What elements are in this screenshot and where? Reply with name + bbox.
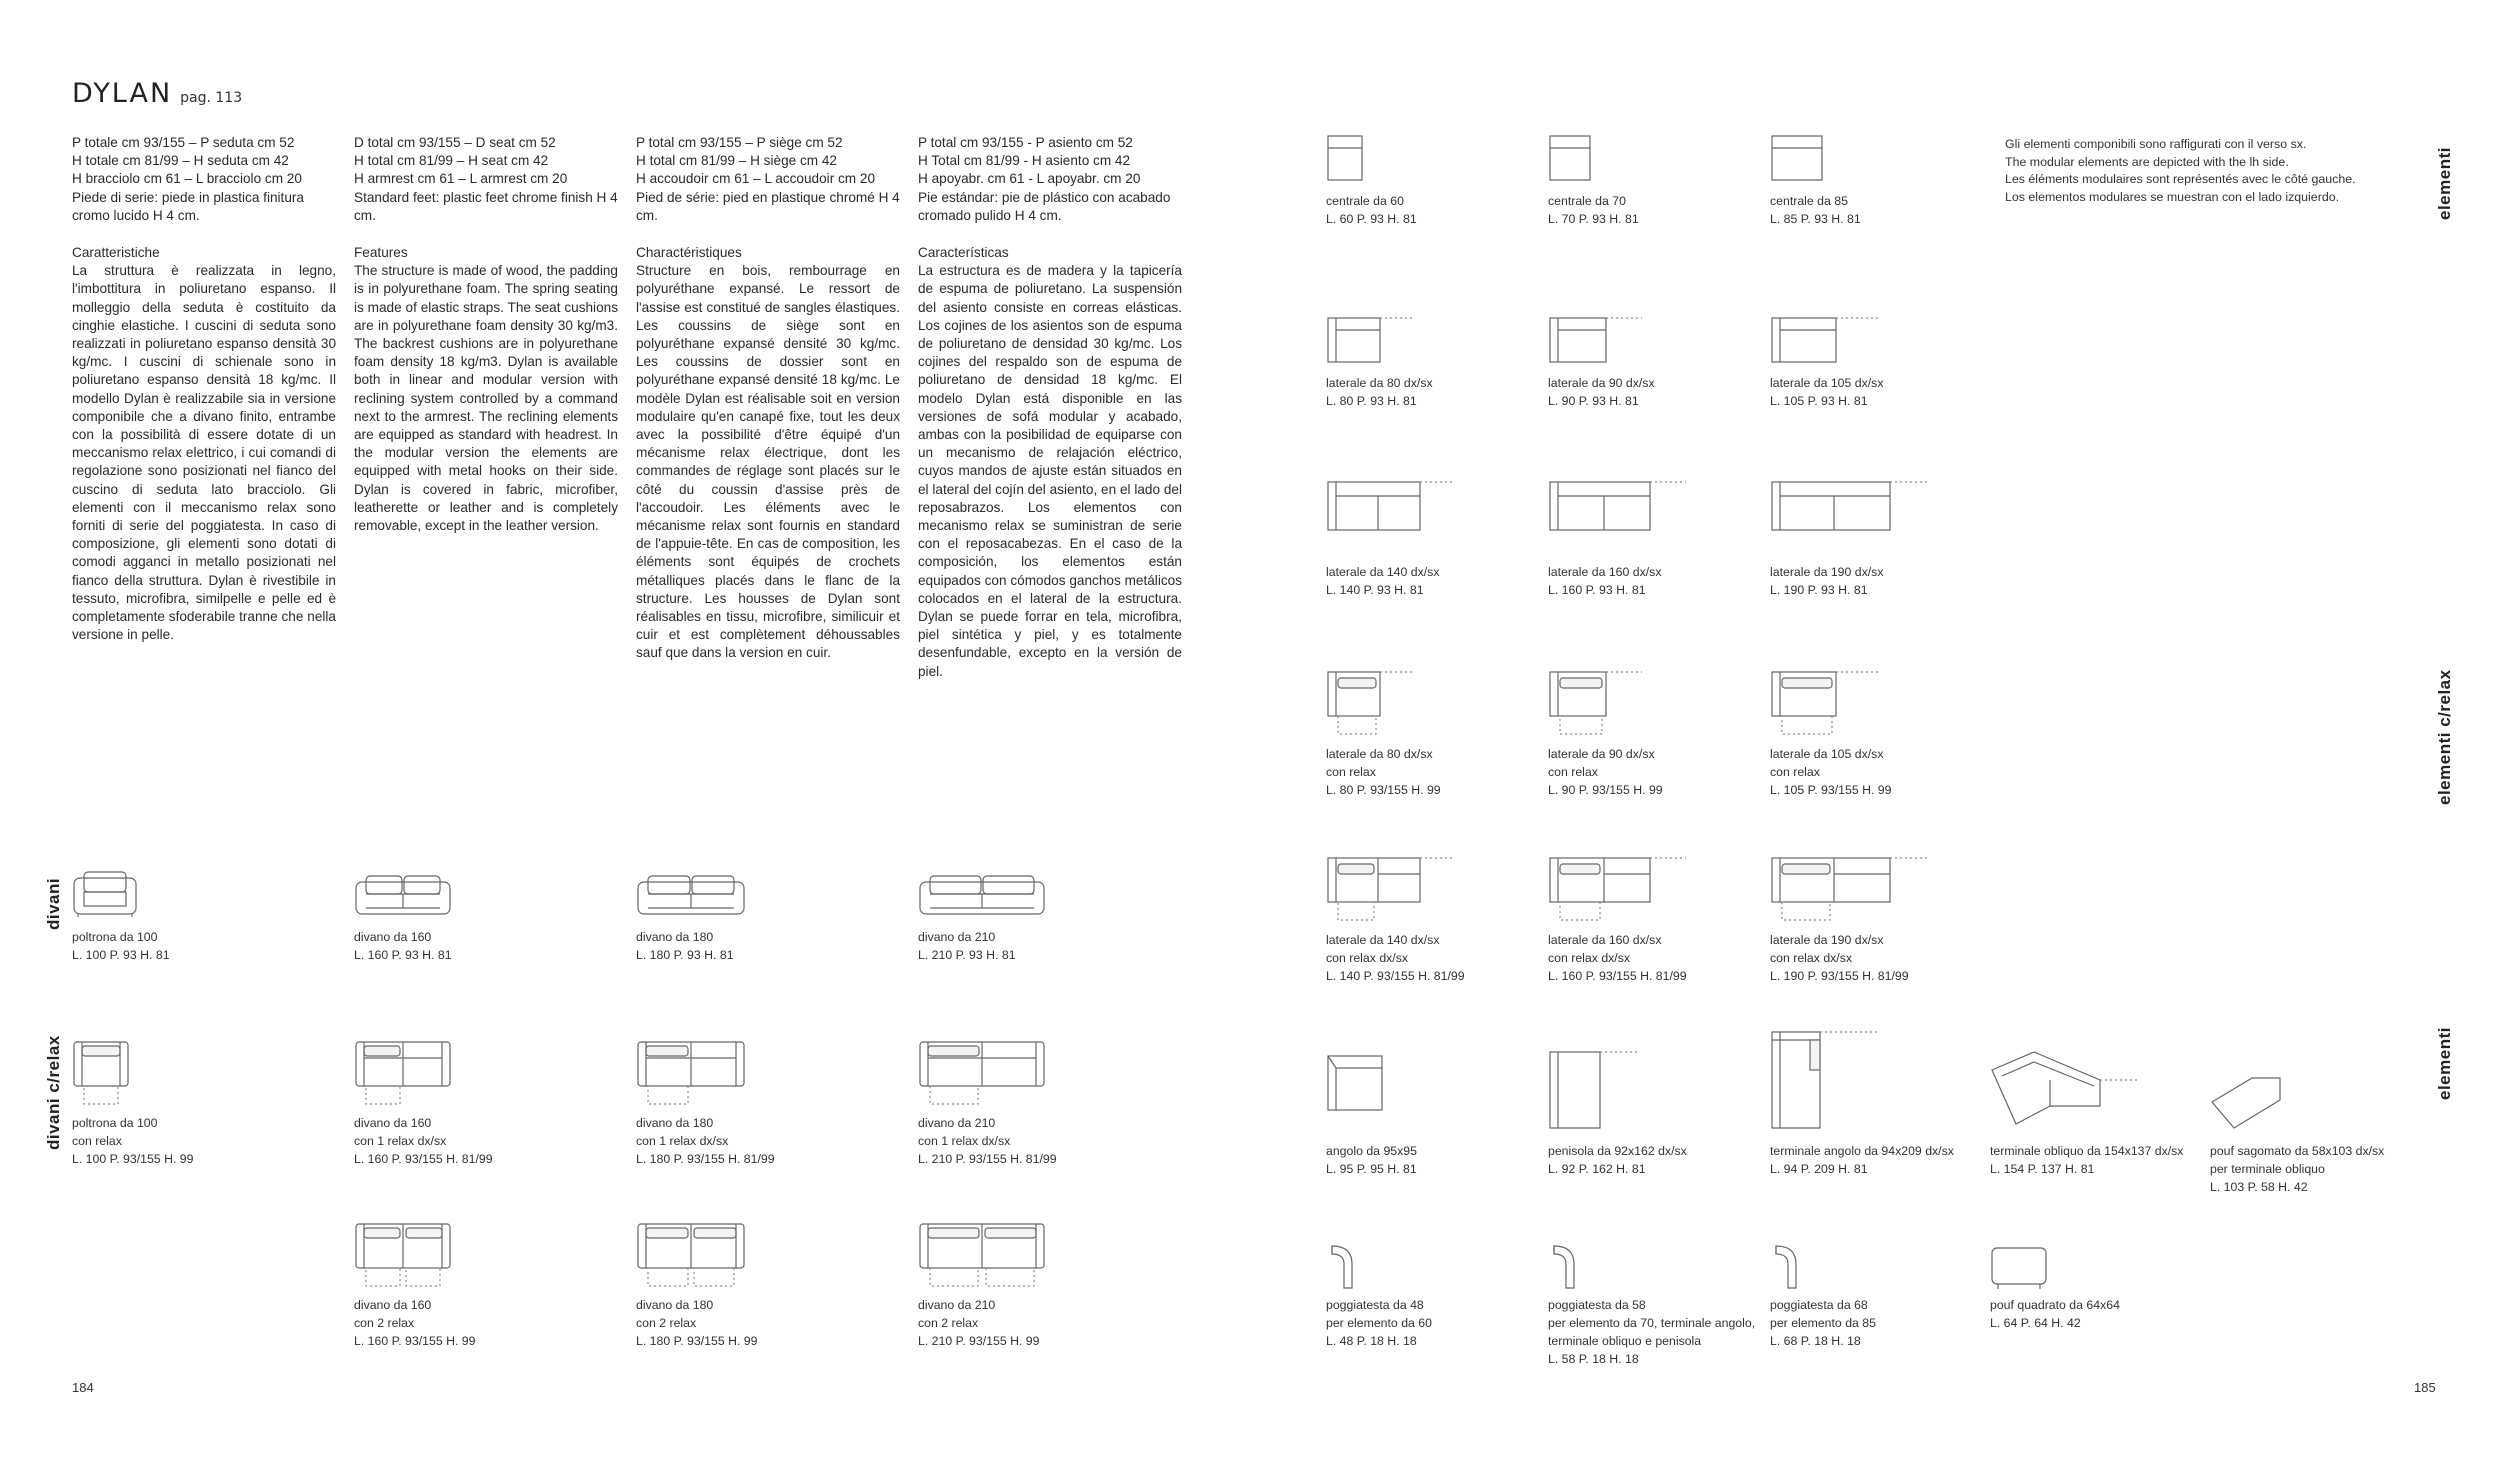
section-label-elementi: elementi [2435, 147, 2454, 220]
section-label-elementi: elementi [2435, 1027, 2454, 1100]
product-caption: divano da 180 L. 180 P. 93 H. 81 [636, 930, 734, 962]
dimensions-text: D total cm 93/155 – D seat cm 52 H total cm 81/99 – H seat cm 42 H armrest cm 61 – L armrest cm 20 Standard feet: plastic feet chrome finish H 4 cm. [354, 135, 618, 223]
sofa-drawing [918, 874, 1048, 918]
section-label-divani-relax: divani c/relax [44, 1035, 63, 1150]
features-body: La estructura es de madera y la tapicería de espuma de poliuretano. La suspensión del asiento consiste en correas elásticas. Los cojines de los asientos son de espuma de poliuretano de densidad 30 kg/mc. Los cojines del respaldo son de espuma de poliuretano de densidad 18 kg/mc. El modelo Dylan está disponible en las versiones de sofá modular y acabado, ambas con la posibilidad de equiparse con un mecanismo de relajación eléctrico, cuyos mandos de ajuste están situados en el lateral del cojín del asiento, en el lado del reposabrazos. Los elementos con mecanismo relax se suministran de serie con el reposacabezas. En el caso de la composición, los elementos están equipados con cómodos ganchos metálicos colocados en el lateral de la estructura. Dylan se puede forrar en tela, microfibra, piel sintética y piel, y es totalmente desenfundable, excepto en la versión de piel. [918, 263, 1182, 679]
product-caption: divano da 180 con 1 relax dx/sx L. 180 P. 93/155 H. 81/99 [636, 1116, 775, 1166]
page-title [72, 78, 242, 109]
side-module-drawing [1326, 480, 1456, 534]
product-caption: divano da 210 con 1 relax dx/sx L. 210 P. 93/155 H. 81/99 [918, 1116, 1057, 1166]
features-heading: Features [354, 245, 408, 260]
side-module-drawing [1770, 480, 1930, 534]
headrest-drawing [1548, 1244, 1588, 1292]
corner-terminal-drawing [1770, 1030, 1880, 1130]
product-caption: divano da 180 con 2 relax L. 180 P. 93/155 H. 99 [636, 1298, 758, 1348]
product-caption: laterale da 160 dx/sx L. 160 P. 93 H. 81 [1548, 565, 1662, 597]
column-english [354, 134, 618, 535]
headrest-drawing [1326, 1244, 1366, 1292]
product-caption: laterale da 90 dx/sx con relax L. 90 P. 93/155 H. 99 [1548, 747, 1663, 797]
product-caption: laterale da 80 dx/sx con relax L. 80 P. 93/155 H. 99 [1326, 747, 1441, 797]
corner-module-drawing [1326, 1054, 1386, 1114]
shaped-pouf-drawing [2210, 1076, 2290, 1132]
sofa-relax-drawing [636, 1040, 748, 1106]
product-caption: penisola da 92x162 dx/sx L. 92 P. 162 H. 81 [1548, 1144, 1687, 1176]
side-relax-module-drawing [1770, 670, 1880, 738]
dimensions-text: P totale cm 93/155 – P seduta cm 52 H totale cm 81/99 – H seduta cm 42 H bracciolo cm 61 – L bracciolo cm 20 Piede di serie: piede in plastica finitura cromo lucido H 4 cm. [72, 135, 304, 223]
features-body: The structure is made of wood, the padding is in polyurethane foam. The spring seating is made of elastic straps. The seat cushions are in polyurethane foam density 30 kg/m3. The backrest cushions are in polyurethane foam density 18 kg/m3. Dylan is available both in linear and modular version with reclining system controlled by a command next to the armrest. The reclining elements are equipped as standard with headrest. In the modular version the elements are equipped with metal hooks on their side. Dylan is covered in fabric, microfiber, leatherette or leather and is completely removable, except in the leather version. [354, 263, 618, 534]
sofa-relax-drawing [354, 1040, 454, 1106]
side-relax-module-drawing [1326, 856, 1456, 924]
sofa-2relax-drawing [354, 1222, 454, 1288]
product-caption: laterale da 190 dx/sx L. 190 P. 93 H. 81 [1770, 565, 1884, 597]
side-relax-module-drawing [1548, 856, 1688, 924]
modular-note: Gli elementi componibili sono raffigurati con il verso sx. The modular elements are depicted with the lh side. Les éléments modulaires sont représentés avec le côté gauche. Los elementos modulares se muestran con el lado izquierdo. [2005, 137, 2356, 204]
headrest-drawing [1770, 1244, 1810, 1292]
side-relax-module-drawing [1770, 856, 1930, 924]
product-caption: laterale da 90 dx/sx L. 90 P. 93 H. 81 [1548, 376, 1655, 408]
features-body: La struttura è realizzata in legno, l'imbottitura in poliuretano espanso. Il molleggio della seduta è costituito da cinghie elastiche. I cuscini di seduta sono realizzati in poliuretano espanso densità 30 kg/mc. I cuscini di schienale sono in poliuretano espanso densità 18 kg/mc. Il modello Dylan è realizzabile sia in versione componibile che a divano finito, entrambe con la possibilità di essere dotate di un meccanismo relax elettrico, i cui comandi di regolazione sono posizionati nel fianco del cuscino di seduta lato bracciolo. Gli elementi con il meccanismo relax sono forniti di serie del poggiatesta. In caso di composizione, gli elementi sono dotati di comodi agganci in metallo posizionati nel fianco della struttura. Dylan è rivestibile in tessuto, microfibra, similpelle e pelle ed è completamente sfoderabile tranne che nella versione in pelle. [72, 263, 336, 643]
product-caption: laterale da 140 dx/sx con relax dx/sx L. 140 P. 93/155 H. 81/99 [1326, 933, 1465, 983]
product-caption: terminale angolo da 94x209 dx/sx L. 94 P. 209 H. 81 [1770, 1144, 1954, 1176]
central-module-drawing [1548, 134, 1594, 184]
section-label-elementi-relax: elementi c/relax [2435, 669, 2454, 805]
product-caption: divano da 160 con 1 relax dx/sx L. 160 P. 93/155 H. 81/99 [354, 1116, 493, 1166]
product-caption: centrale da 70 L. 70 P. 93 H. 81 [1548, 194, 1639, 226]
product-caption: laterale da 105 dx/sx L. 105 P. 93 H. 81 [1770, 376, 1884, 408]
product-caption: angolo da 95x95 L. 95 P. 95 H. 81 [1326, 1144, 1417, 1176]
sofa-drawing [354, 874, 454, 918]
product-caption: poggiatesta da 48 per elemento da 60 L. 48 P. 18 H. 18 [1326, 1298, 1432, 1348]
column-italian [72, 134, 336, 644]
product-caption: centrale da 85 L. 85 P. 93 H. 81 [1770, 194, 1861, 226]
product-caption: laterale da 160 dx/sx con relax dx/sx L. 160 P. 93/155 H. 81/99 [1548, 933, 1687, 983]
dimensions-text: P total cm 93/155 - P asiento cm 52 H Total cm 81/99 - H asiento cm 42 H apoyabr. cm 61 - L apoyabr. cm 20 Pie estándar: pie de plástico con acabado cromado pulido H 4 cm. [918, 135, 1171, 223]
product-name: DYLAN [72, 78, 173, 109]
oblique-terminal-drawing [1990, 1050, 2140, 1130]
page-reference: pag. 113 [180, 90, 243, 106]
product-caption: divano da 160 L. 160 P. 93 H. 81 [354, 930, 452, 962]
side-relax-module-drawing [1548, 670, 1644, 738]
product-caption: laterale da 190 dx/sx con relax dx/sx L. 190 P. 93/155 H. 81/99 [1770, 933, 1909, 983]
product-caption: pouf quadrato da 64x64 L. 64 P. 64 H. 42 [1990, 1298, 2120, 1330]
side-relax-module-drawing [1326, 670, 1416, 738]
armchair-drawing [72, 870, 142, 918]
product-caption: poggiatesta da 58 per elemento da 70, terminale angolo, terminale obliquo e penisola L. 58 P. 18 H. 18 [1548, 1298, 1756, 1366]
armchair-relax-drawing [72, 1040, 132, 1106]
sofa-drawing [636, 874, 748, 918]
product-caption: centrale da 60 L. 60 P. 93 H. 81 [1326, 194, 1417, 226]
central-module-drawing [1770, 134, 1826, 184]
section-label-divani: divani [44, 877, 63, 930]
features-body: Structure en bois, rembourrage en polyuréthane expansé. Le ressort de l'assise est constitué de sangles élastiques. Les coussins de siège sont en polyuréthane expansé densité 30 kg/mc. Les coussins de dossier sont en polyuréthane expansé densité 18 kg/mc. Le modèle Dylan est réalisable soit en version modulaire qu'en canapé fixe, tout les deux avec la possibilité d'être équipé d'un mécanisme relax électrique, dont les commandes de réglage sont placés sur le côté du coussin d'assise près de l'accoudoir. Les éléments avec le mécanisme relax sont fournis en standard de l'appuie-tête. En cas de composition, les éléments sont équipés de crochets métalliques placés dans le flanc de la structure. Les housses de Dylan sont réalisables en tissu, microfibre, similicuir et cuir et est complètement déhoussables sauf que dans la version en cuir. [636, 263, 900, 661]
product-caption: divano da 160 con 2 relax L. 160 P. 93/155 H. 99 [354, 1298, 476, 1348]
features-heading: Características [918, 245, 1009, 260]
product-caption: poltrona da 100 con relax L. 100 P. 93/155 H. 99 [72, 1116, 194, 1166]
peninsula-module-drawing [1548, 1050, 1644, 1130]
side-module-drawing [1770, 316, 1880, 366]
product-caption: poggiatesta da 68 per elemento da 85 L. 68 P. 18 H. 18 [1770, 1298, 1876, 1348]
product-caption: pouf sagomato da 58x103 dx/sx per terminale obliquo L. 103 P. 58 H. 42 [2210, 1144, 2385, 1194]
product-caption: poltrona da 100 L. 100 P. 93 H. 81 [72, 930, 170, 962]
product-caption: divano da 210 L. 210 P. 93 H. 81 [918, 930, 1016, 962]
column-french [636, 134, 900, 663]
product-caption: terminale obliquo da 154x137 dx/sx L. 154 P. 137 H. 81 [1990, 1144, 2184, 1176]
product-caption: divano da 210 con 2 relax L. 210 P. 93/155 H. 99 [918, 1298, 1040, 1348]
dimensions-text: P total cm 93/155 – P siège cm 52 H total cm 81/99 – H siège cm 42 H accoudoir cm 61 – L accoudoir cm 20 Pied de série: pied en plastique chromé H 4 cm. [636, 135, 900, 223]
side-module-drawing [1326, 316, 1416, 366]
sofa-relax-drawing [918, 1040, 1048, 1106]
features-heading: Charactéristiques [636, 245, 742, 260]
central-module-drawing [1326, 134, 1366, 184]
square-pouf-drawing [1990, 1246, 2050, 1292]
page-number-right: 185 [2414, 1380, 2436, 1395]
product-caption: laterale da 105 dx/sx con relax L. 105 P. 93/155 H. 99 [1770, 747, 1892, 797]
features-heading: Caratteristiche [72, 245, 160, 260]
column-spanish [918, 134, 1182, 681]
side-module-drawing [1548, 316, 1644, 366]
side-module-drawing [1548, 480, 1688, 534]
page-number-left: 184 [72, 1380, 94, 1395]
product-caption: laterale da 140 dx/sx L. 140 P. 93 H. 81 [1326, 565, 1440, 597]
product-caption: laterale da 80 dx/sx L. 80 P. 93 H. 81 [1326, 376, 1433, 408]
sofa-2relax-drawing [918, 1222, 1048, 1288]
sofa-2relax-drawing [636, 1222, 748, 1288]
